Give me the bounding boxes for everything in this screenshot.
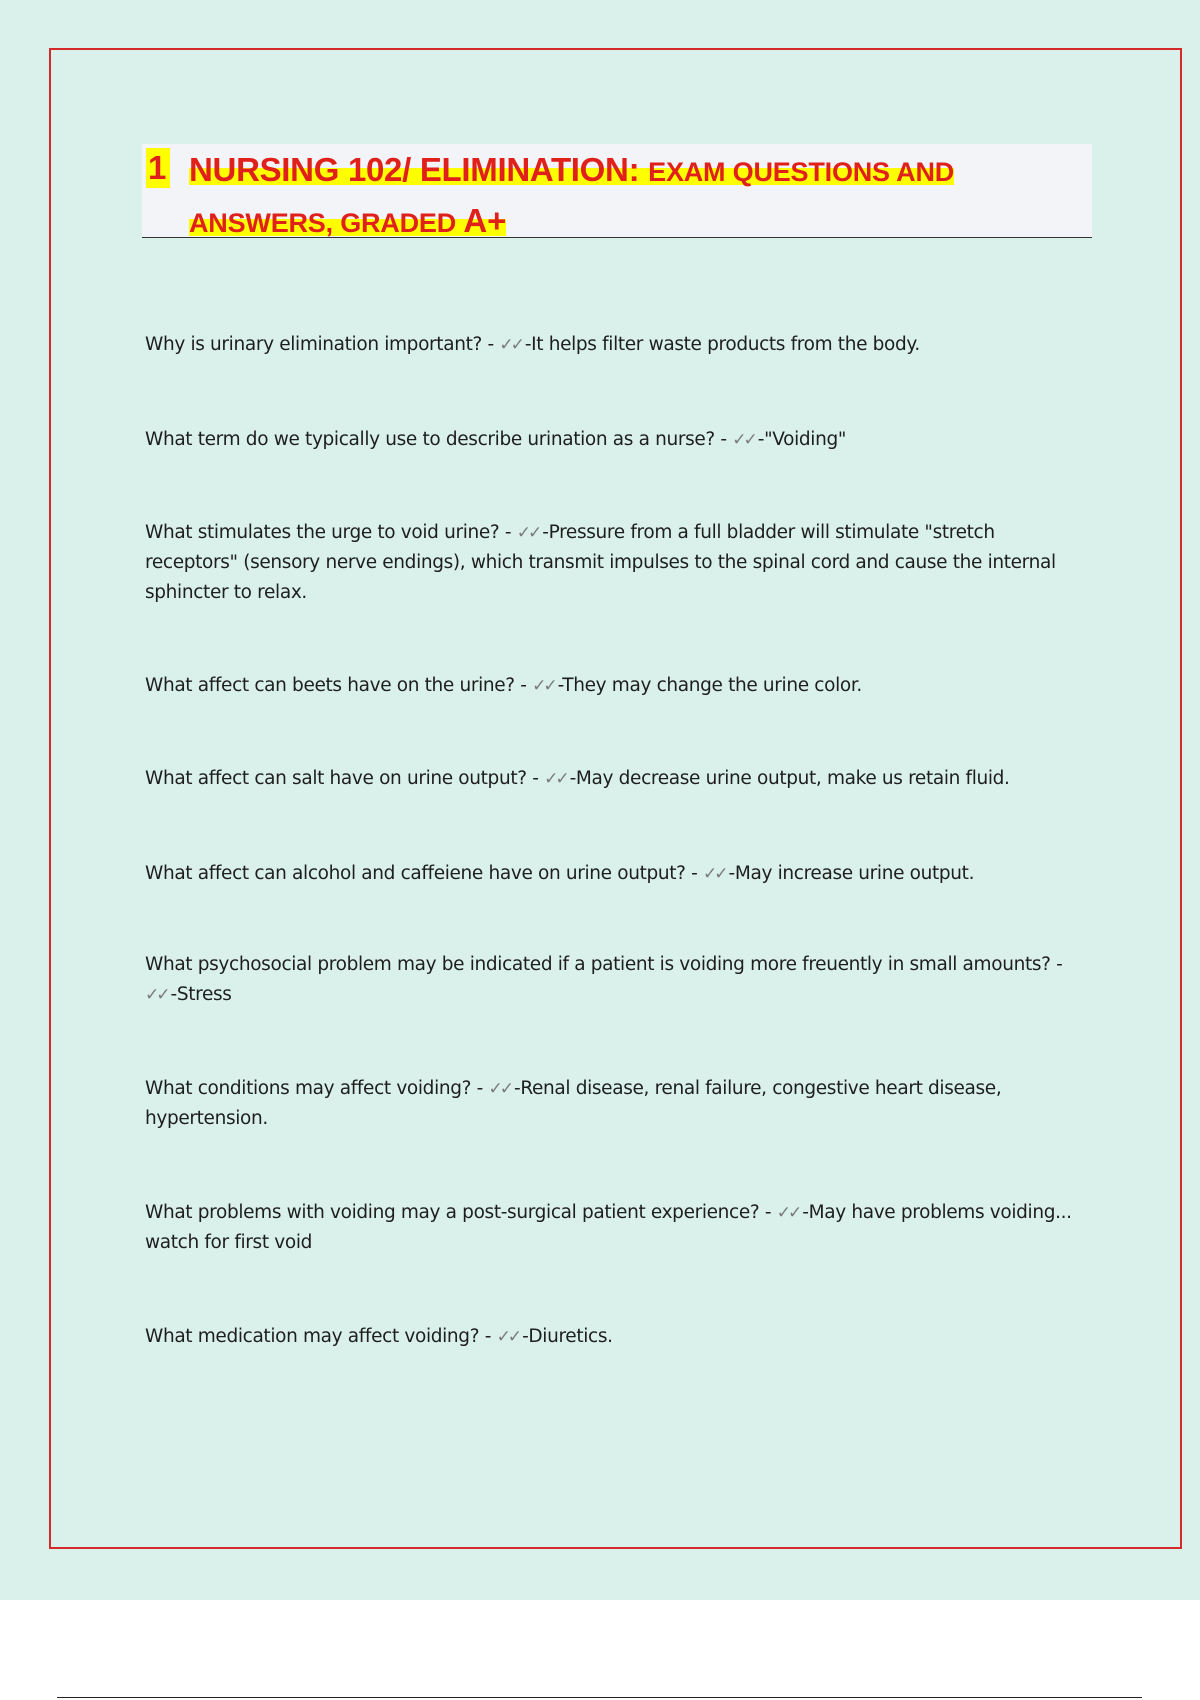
question: What psychosocial problem may be indicated if a patient is voiding more freuently in small amounts? [145,954,1051,975]
qa-item: Why is urinary elimination important? - ✓✓ -It helps filter waste products from the body. [145,334,920,355]
question: What medication may affect voiding? [145,1326,480,1347]
double-check-icon: ✓✓ [496,1327,520,1347]
answer: -May increase urine output. [728,863,975,884]
qa-item: What psychosocial problem may be indicated if a patient is voiding more freuently in small amounts? - ✓✓ -Stress [145,954,1063,1005]
question: What conditions may affect voiding? [145,1078,472,1099]
question: What stimulates the urge to void urine? [145,522,500,543]
double-check-icon: ✓✓ [145,985,168,1005]
double-check-icon: ✓✓ [499,335,522,355]
question: Why is urinary elimination important? [145,334,482,355]
title-grade: A+ [463,202,507,239]
qa-item: What problems with voiding may a post-surgical patient experience? - ✓✓ -May have problems voiding... watch for first void [145,1202,1072,1253]
answer: -May decrease urine output, make us retain fluid. [569,768,1010,789]
double-check-icon: ✓✓ [776,1203,800,1223]
answer: -Renal disease, renal failure, congestive heart disease, hypertension. [145,1078,1002,1129]
answer: -May have problems voiding... watch for first void [145,1202,1072,1253]
qa-item: What affect can salt have on urine output? - ✓✓ -May decrease urine output, make us retain fluid. [145,768,1010,789]
answer: -Stress [170,984,232,1005]
double-check-icon: ✓✓ [544,769,567,789]
qa-item: What affect can beets have on the urine? - ✓✓ -They may change the urine color. [145,675,862,696]
double-check-icon: ✓✓ [703,864,726,884]
qa-item: What affect can alcohol and caffeiene have on urine output? - ✓✓ -May increase urine output. [145,863,975,884]
heading-number: 1 [146,148,170,188]
title-block [142,144,1092,238]
double-check-icon: ✓✓ [516,523,540,543]
question: What affect can salt have on urine output? [145,768,527,789]
qa-item: What stimulates the urge to void urine? - ✓✓ -Pressure from a full bladder will stimulate "stretch receptors" (sensory nerve endings), which transmit impulses to the spinal cord and cause the internal sphincter to relax. [145,522,1056,603]
answer: -"Voiding" [757,429,847,450]
answer: -It helps filter waste products from the body. [524,334,920,355]
question: What affect can beets have on the urine? [145,675,515,696]
question: What affect can alcohol and caffeiene have on urine output? [145,863,686,884]
question: What term do we typically use to describe urination as a nurse? [145,429,715,450]
double-check-icon: ✓✓ [532,676,555,696]
double-check-icon: ✓✓ [488,1079,511,1099]
title-course: NURSING 102/ ELIMINATION: [189,151,649,188]
qa-item: What conditions may affect voiding? - ✓✓ -Renal disease, renal failure, congestive heart disease, hypertension. [145,1078,1002,1129]
qa-item: What term do we typically use to describe urination as a nurse? - ✓✓ -"Voiding" [145,429,847,450]
double-check-icon: ✓✓ [732,430,755,450]
question: What problems with voiding may a post-surgical patient experience? [145,1202,760,1223]
answer: -Pressure from a full bladder will stimulate "stretch receptors" (sensory nerve endings), which transmit impulses to the spinal cord and cause the internal sphincter to relax. [145,522,1056,603]
title-subtitle: EXAM QUESTIONS AND ANSWERS, GRADED [189,157,955,238]
page-title [189,148,1069,250]
answer: -They may change the urine color. [557,675,862,696]
answer: -Diuretics. [522,1326,613,1347]
footer-divider [57,1697,1142,1698]
qa-item: What medication may affect voiding? - ✓✓ -Diuretics. [145,1326,613,1347]
